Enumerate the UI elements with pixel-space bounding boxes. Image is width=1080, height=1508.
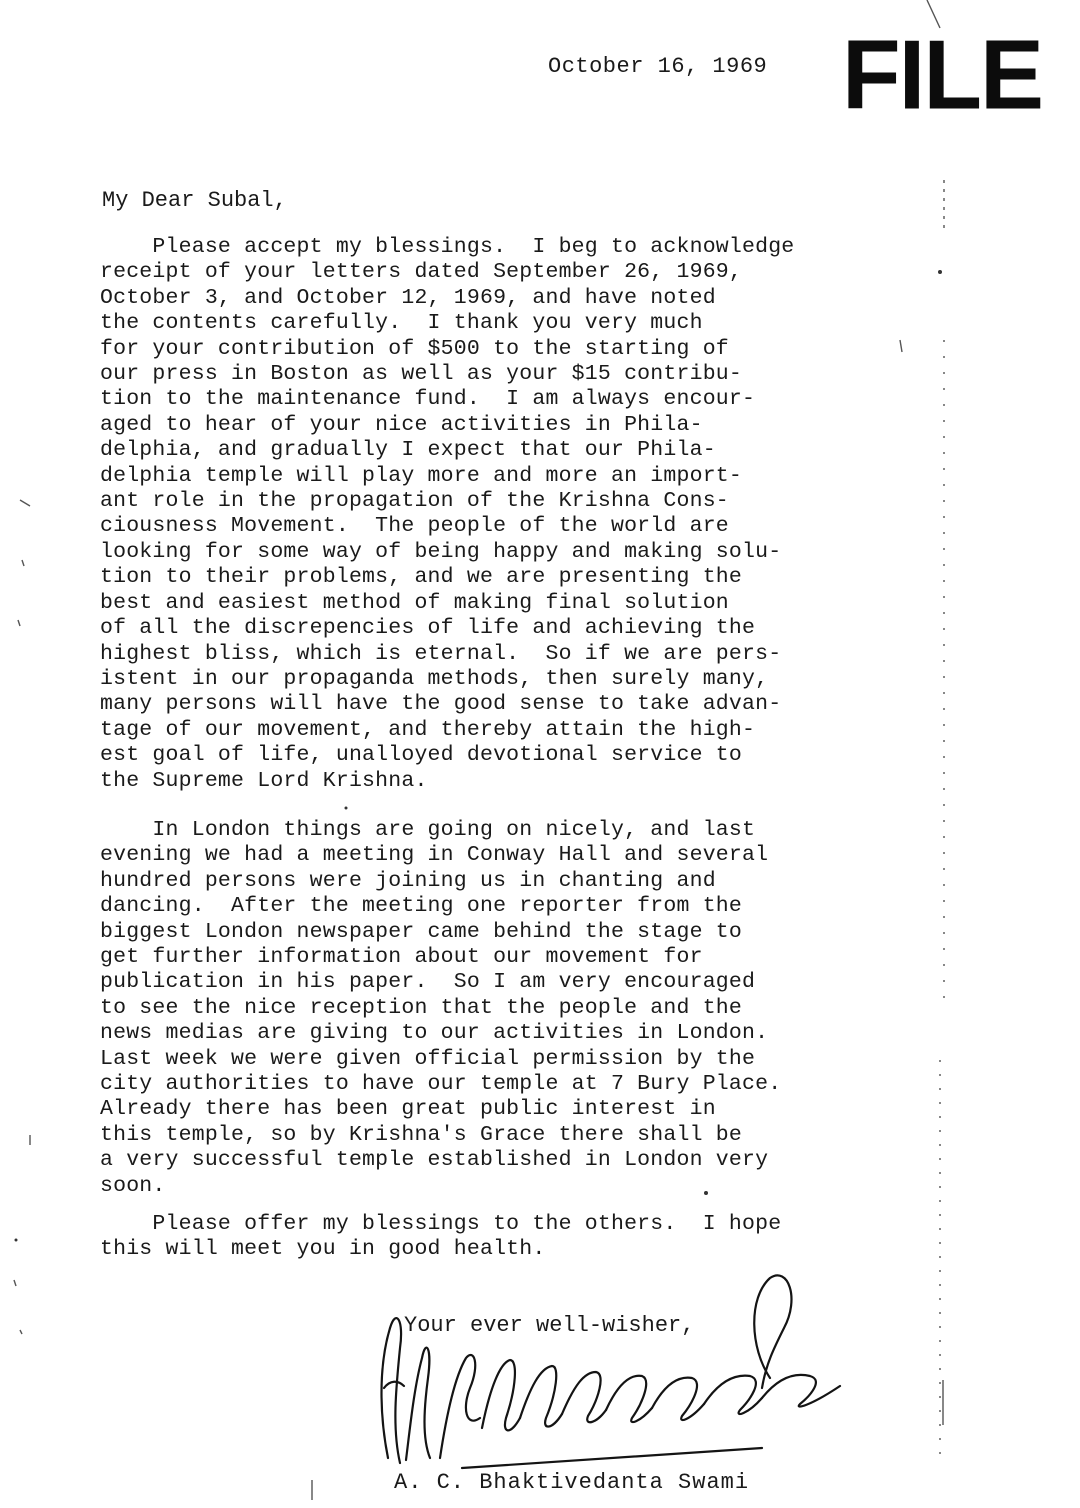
paragraph-3: Please offer my blessings to the others. I hope this will meet you in good health.	[100, 1212, 782, 1262]
handwritten-signature	[370, 1268, 870, 1478]
salutation: My Dear Subal,	[102, 188, 287, 213]
letter-date: October 16, 1969	[548, 54, 768, 79]
signer-name: A. C. Bhaktivedanta Swami	[394, 1470, 750, 1495]
paragraph-1: Please accept my blessings. I beg to acknowledge receipt of your letters dated September 26, 1969, October 3, and October 12, 1969, and have noted the contents carefully. I thank you very much for your contribution of $500 to the starting of our press in Boston as well as your $15 contribu- tion to the maintenance fund. I am always encour- aged to hear of your nice activities in Phila- delphia, and gradually I expect that our Phila- delphia temple will play more and more an import- ant role in the propagation of the Krishna Cons- ciousness Movement. The people of the world are looking for some way of being happy and making solu- tion to their problems, and we are presenting the best and easiest method of making final solution of all the discrepencies of life and achieving the highest bliss, which is eternal. So if we are pers- istent in our propaganda methods, then surely many, many persons will have the good sense to take advan- tage of our movement, and thereby attain the high- est goal of life, unalloyed devotional service to the Supreme Lord Krishna.	[100, 235, 795, 793]
paragraph-2: In London things are going on nicely, and last evening we had a meeting in Conway Hall and several hundred persons were joining us in chanting and dancing. After the meeting one reporter from the biggest London newspaper came behind the stage to get further information about our movement for publication in his paper. So I am very encouraged to see the nice reception that the people and the news medias are giving to our activities in London. Last week we were given official permission by the city authorities to have our temple at 7 Bury Place. Already there has been great public interest in this temple, so by Krishna's Grace there shall be a very successful temple established in London very soon.	[100, 818, 782, 1198]
closing: Your ever well-wisher,	[404, 1313, 695, 1338]
file-stamp: FILE	[842, 20, 1042, 131]
